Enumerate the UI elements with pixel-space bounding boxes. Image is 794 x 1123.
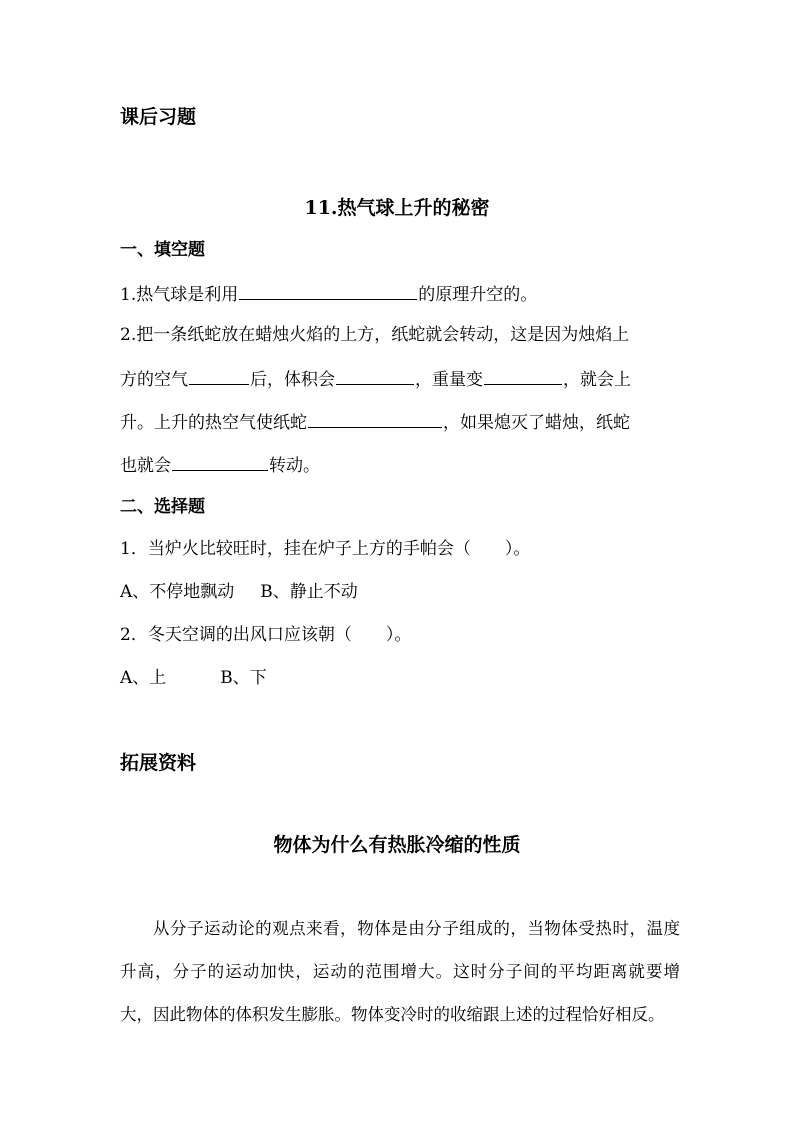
choice-question-2: 2．冬天空调的出风口应该朝（ ）。 xyxy=(120,625,412,645)
q2-text-part: 转动。 xyxy=(269,456,320,476)
option-b[interactable]: B、静止不动 xyxy=(260,582,358,602)
option-a[interactable]: A、上 xyxy=(120,668,167,688)
section-heading-extended: 拓展资料 xyxy=(120,752,197,774)
choice-question-1: 1．当炉火比较旺时，挂在炉子上方的手帕会（ ）。 xyxy=(120,539,531,559)
fill-blank-question-2-line-4 xyxy=(120,453,680,477)
q2-text-part: ，重量变 xyxy=(415,370,483,390)
q2-text-part: 方的空气 xyxy=(120,370,188,390)
option-a[interactable]: A、不停地飘动 xyxy=(120,582,235,602)
article-body: 从分子运动论的观点来看，物体是由分子组成的，当物体受热时，温度升高，分子的运动加快，运动的范围增大。这时分子间的平均距离就要增大，因此物体的体积发生膨胀。物体变冷时的收缩跟上述的过程恰好相反。 xyxy=(120,919,680,1024)
answer-blank[interactable] xyxy=(189,367,249,385)
fill-blank-question-2-line-3 xyxy=(120,410,680,434)
answer-blank[interactable] xyxy=(172,453,268,471)
fill-blank-question-1 xyxy=(120,282,680,306)
answer-blank[interactable] xyxy=(336,367,414,385)
q2-text-part: ，就会上 xyxy=(563,370,631,390)
choice-heading: 二、选择题 xyxy=(120,497,205,517)
answer-blank[interactable] xyxy=(308,410,442,428)
lesson-title: 11.热气球上升的秘密 xyxy=(304,197,490,219)
fill-blank-question-2-line-2 xyxy=(120,367,680,391)
fill-blank-heading: 一、填空题 xyxy=(120,240,205,260)
section-heading-exercises: 课后习题 xyxy=(120,106,197,128)
q1-text-before: 1.热气球是利用 xyxy=(120,285,239,305)
answer-blank[interactable] xyxy=(239,282,417,300)
q2-text-part: ，如果熄灭了蜡烛，纸蛇 xyxy=(443,413,630,433)
q1-text-after: 的原理升空的。 xyxy=(418,285,538,305)
q2-text-part: 升。上升的热空气使纸蛇 xyxy=(120,413,307,433)
choice-question-1-options xyxy=(120,581,680,603)
fill-blank-question-2-line-1: 2.把一条纸蛇放在蜡烛火焰的上方，纸蛇就会转动，这是因为烛焰上 xyxy=(120,325,630,345)
choice-question-2-options xyxy=(120,667,680,689)
q2-text-part: 后，体积会 xyxy=(250,370,335,390)
article-title: 物体为什么有热胀冷缩的性质 xyxy=(273,834,521,856)
q2-text-part: 也就会 xyxy=(120,456,171,476)
option-b[interactable]: B、下 xyxy=(220,668,267,688)
answer-blank[interactable] xyxy=(484,367,562,385)
